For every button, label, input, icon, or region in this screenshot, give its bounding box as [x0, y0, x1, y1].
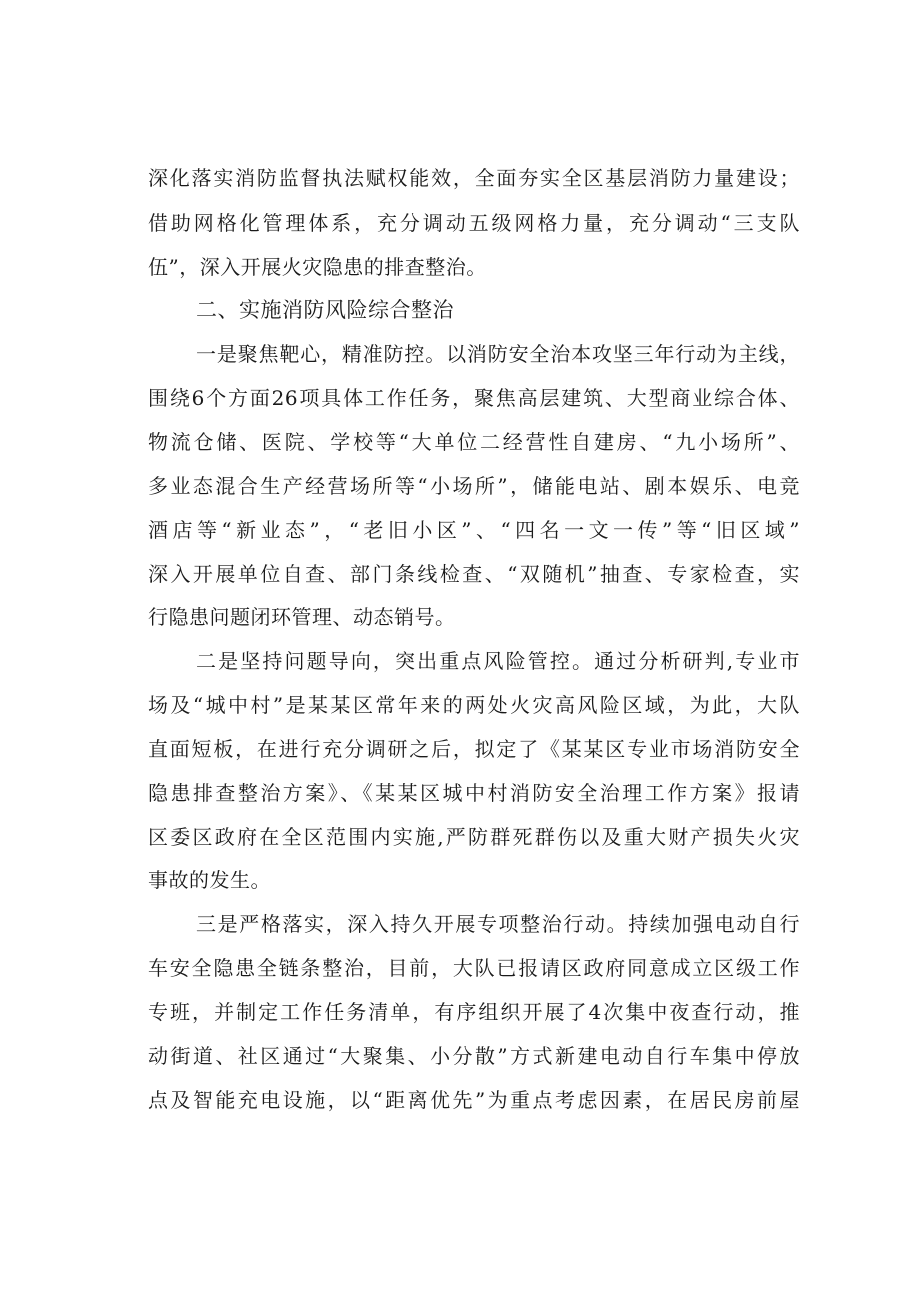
paragraph-1-line-3: 物流仓储、医院、学校等“大单位二经营性自建房、“九小场所”、 [148, 430, 800, 454]
paragraph-3-line-1: 三是严格落实，深入持久开展专项整治行动。持续加强电动自行 [196, 912, 800, 936]
paragraph-0-line-3: 伍”，深入开展火灾隐患的排查整治。 [148, 255, 487, 279]
paragraph-1-line-1: 一是聚焦靶心，精准防控。以消防安全治本攻坚三年行动为主线， [196, 342, 800, 366]
paragraph-1-line-7: 行隐患问题闭环管理、动态销号。 [148, 605, 456, 629]
paragraph-1-line-6: 深入开展单位自查、部门条线检查、“双随机”抽查、专家检查，实 [148, 562, 800, 586]
paragraph-1-line-4: 多业态混合生产经营场所等“小场所”，储能电站、剧本娱乐、电竞 [148, 474, 800, 498]
paragraph-0-line-2: 借助网格化管理体系，充分调动五级网格力量，充分调动“三支队 [148, 211, 800, 235]
paragraph-1-line-5: 酒店等“新业态”，“老旧小区”、“四名一文一传”等“旧区域” [148, 518, 800, 542]
paragraph-2-line-5: 区委区政府在全区范围内实施,严防群死群伤以及重大财产损失火灾 [148, 825, 800, 849]
section-heading: 二、实施消防风险综合整治 [196, 298, 454, 322]
paragraph-3-line-5: 点及智能充电设施，以“距离优先”为重点考虑因素，在居民房前屋 [148, 1088, 800, 1112]
paragraph-3-line-2: 车安全隐患全链条整治，目前，大队已报请区政府同意成立区级工作 [148, 956, 800, 980]
paragraph-2-line-2: 场及“城中村”是某某区常年来的两处火灾高风险区域，为此，大队 [148, 693, 800, 717]
paragraph-2-line-1: 二是坚持问题导向，突出重点风险管控。通过分析研判,专业市 [196, 649, 800, 673]
paragraph-3-line-3: 专班，并制定工作任务清单，有序组织开展了4次集中夜查行动，推 [148, 1000, 800, 1024]
paragraph-0-line-1: 深化落实消防监督执法赋权能效，全面夯实全区基层消防力量建设； [148, 166, 800, 190]
paragraph-2-line-3: 直面短板，在进行充分调研之后，拟定了《某某区专业市场消防安全 [148, 737, 800, 761]
paragraph-3-line-4: 动街道、社区通过“大聚集、小分散”方式新建电动自行车集中停放 [148, 1044, 800, 1068]
paragraph-2-line-4: 隐患排查整治方案》、《某某区城中村消防安全治理工作方案》报请 [148, 781, 800, 805]
paragraph-1-line-2: 围绕6个方面26项具体工作任务，聚焦高层建筑、大型商业综合体、 [148, 386, 800, 410]
paragraph-2-line-6: 事故的发生。 [148, 868, 271, 892]
